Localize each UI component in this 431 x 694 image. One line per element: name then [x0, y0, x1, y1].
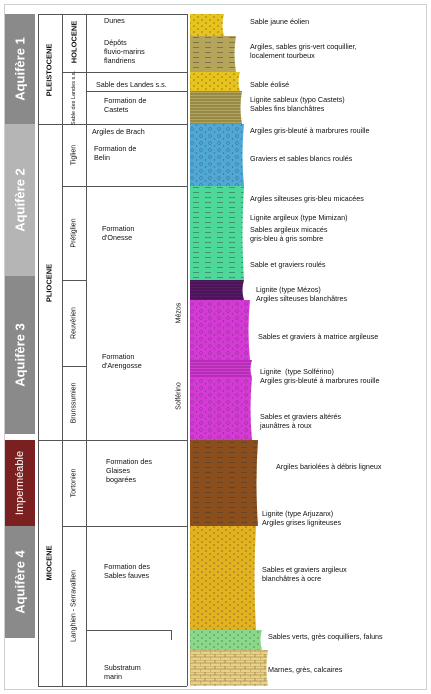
stage-reuverien: Reuvérien [70, 307, 78, 339]
formation-belin: Formation de Belin [94, 144, 137, 162]
lith-9: Sable et graviers roulés [250, 260, 326, 269]
layer-arengosse-lower [190, 378, 252, 440]
marker-solferino: Solférino [175, 382, 183, 410]
lith-3: Lignite sableux (typo Castets) Sables fins blanchâtres [250, 95, 345, 113]
layer-sables-fauves [190, 526, 256, 630]
layer-onesse [190, 186, 244, 280]
stage-brunssumien: Brunssumien [70, 382, 78, 424]
lith-8: Sables argileux micacés gris-bleu à gris sombre [250, 225, 328, 243]
marker-mezos: Mézos [175, 302, 183, 324]
layer-sable-landes [190, 72, 240, 91]
formation-arengosse: Formation d'Arengosse [102, 352, 142, 370]
lith-18: Marnes, grès, calcaires [268, 665, 343, 674]
epoch-pleistocene: PLEISTOCENE [44, 43, 54, 97]
layer-dunes [190, 14, 224, 36]
formation-brach: Argiles de Brach [92, 127, 145, 136]
aquifer-4-label: Aquifère 4 [12, 550, 28, 614]
layer-mezos-lignite [190, 280, 244, 300]
lith-10: Lignite (type Mézos) Argiles silteuses blanchâtres [256, 285, 348, 303]
stage-langhien-serravallien: Langhien - Serravallien [70, 570, 78, 642]
layer-sables-verts [190, 630, 262, 650]
lith-0: Sable jaune éolien [250, 17, 310, 26]
lith-16: Sables et graviers argileux blanchâtres à ocre [262, 565, 347, 583]
formation-substratum: Substratum marin [104, 663, 141, 681]
lith-2: Sable éolisé [250, 80, 290, 89]
aquifer-3-label: Aquifère 3 [12, 323, 28, 387]
impermeable-label: Imperméable [14, 450, 26, 516]
formation-depots: Dépôts fluvio-marins flandriens [104, 38, 145, 65]
layer-belin [190, 124, 244, 186]
lith-11: Sables et graviers à matrice argileuse [258, 332, 379, 341]
formation-glaises: Formation des Glaises bogarées [106, 457, 152, 484]
layer-solferino-lignite [190, 360, 252, 378]
epoch-miocene: MIOCENE [44, 545, 54, 581]
layer-substratum [190, 650, 268, 686]
lith-17: Sables verts, grès coquilliers, faluns [268, 632, 383, 641]
formation-castets: Formation de Castets [104, 96, 147, 114]
lith-14: Argiles bariolées à débris ligneux [276, 462, 382, 471]
aquifer-1-label: Aquifère 1 [12, 37, 28, 101]
epoch-holocene: HOLOCENE [69, 20, 79, 64]
layer-glaises [190, 440, 258, 526]
lith-4: Argiles gris-bleuté à marbrures rouille [250, 126, 370, 135]
layer-depots [190, 36, 236, 72]
lith-12: Lignite (type Solférino) Argiles gris-bleuté à marbrures rouille [260, 367, 380, 385]
lith-15: Lignite (type Arjuzanx) Argiles grises ligniteuses [262, 509, 342, 527]
stage-pretiglien: Prétiglien [70, 218, 78, 248]
stage-sable-landes: Sable des Landes s.s. [71, 70, 77, 126]
formation-sable-landes: Sable des Landes s.s. [96, 80, 167, 89]
lith-5: Graviers et sables blancs roulés [250, 154, 353, 163]
lith-6: Argiles silteuses gris-bleu micacées [250, 194, 364, 203]
lith-13: Sables et graviers altérés jaunâtres à roux [260, 412, 342, 430]
epoch-pliocene: PLIOCENE [44, 263, 54, 303]
aquifer-2-label: Aquifère 2 [12, 168, 28, 232]
stage-tiglien: Tiglien [70, 144, 78, 166]
layer-arengosse-upper [190, 300, 250, 360]
lith-7: Lignite argileux (type Mimizan) [250, 213, 348, 222]
formation-onesse: Formation d'Onesse [102, 224, 135, 242]
layer-castets [190, 91, 242, 124]
formation-dunes: Dunes [104, 16, 125, 25]
lith-1: Argiles, sables gris-vert coquillier, localement tourbeux [250, 42, 357, 60]
formation-sables-fauves: Formation des Sables fauves [104, 562, 150, 580]
stage-tortonien: Tortonien [70, 468, 78, 498]
